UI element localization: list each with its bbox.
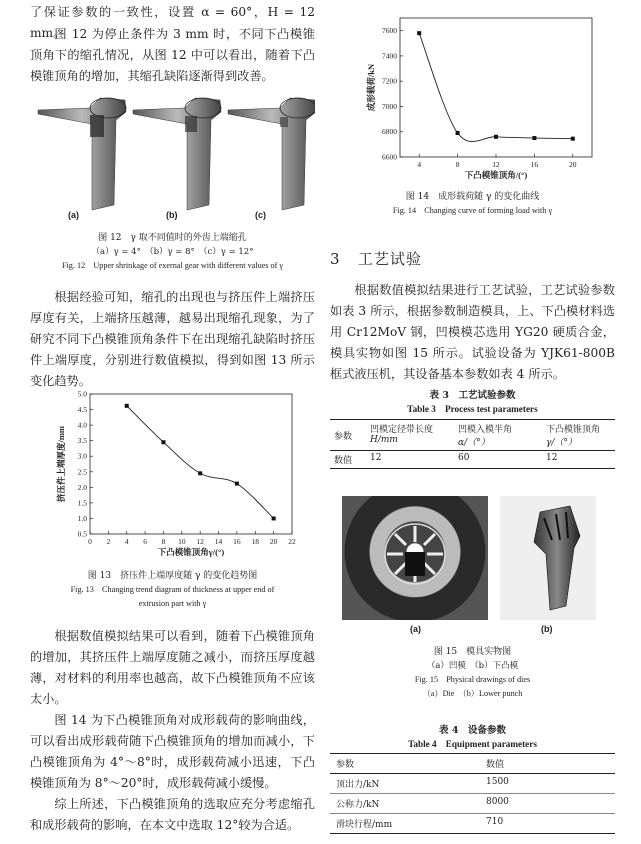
fig13-caption-en-1: Fig. 13 Changing trend diagram of thickness at upper end of <box>70 585 275 594</box>
x-axis-label: 下凸模锥顶角γ/(°) <box>157 547 225 557</box>
plot-frame <box>90 394 292 534</box>
data-point <box>235 482 239 486</box>
x-tick-label: 22 <box>288 537 296 546</box>
series-line <box>419 33 573 141</box>
fig15-caption-cn: 图 15 模具实物图 <box>433 647 512 657</box>
x-tick-label: 12 <box>196 537 204 546</box>
x-tick-label: 16 <box>530 160 539 169</box>
table4-r1-value: 1500 <box>486 777 509 787</box>
table3-val-2: 60 <box>458 453 470 463</box>
table3-col-1 <box>366 420 454 451</box>
x-tick-label: 16 <box>233 537 241 546</box>
table-4 <box>330 722 615 834</box>
x-tick-label: 4 <box>124 537 129 546</box>
fig13-caption <box>30 569 315 611</box>
para-fig12: 图 12 为停止条件为 3 mm 时，不同下凸模锥顶角下的缩孔情况，从图 12 中可以看出，随着下凸模锥顶角的增加，其缩孔缺陷逐渐得到改善。 <box>30 27 315 83</box>
x-tick-label: 10 <box>178 537 186 546</box>
x-tick-label: 14 <box>214 537 223 546</box>
x-tick-label: 20 <box>569 160 577 169</box>
section-number: 3 <box>330 250 341 268</box>
model-b <box>133 98 221 210</box>
fig15-subcaption-en: （a）Die （b）Lower punch <box>422 689 523 698</box>
para-exp: 根据数值模拟结果进行工艺试验，工艺试验参数如表 3 所示，根据参数制造模具，上、下凸模材料选用 Cr12MoV 钢，凹模模芯选用 YG20 硬质合金，模具实物如图 15 所示。试验设备为 YJK61-800B 框式液压机，其设备基本参数如表 4 所示。 <box>330 283 615 381</box>
table4-title-cn: 表 4 设备参数 <box>439 725 506 736</box>
table3-row-vals: 数值 <box>334 456 353 466</box>
x-tick-label: 8 <box>455 160 460 169</box>
para-summary: 综上所述，下凸模锥顶角的选取应充分考虑缩孔和成形载荷的影响，在本文中选取 12°较为合适。 <box>30 797 315 832</box>
y-tick-label: 1.5 <box>77 498 87 508</box>
table3-col-2 <box>454 420 542 451</box>
table4-r1-param: 顶出力/kN <box>336 780 380 790</box>
y-axis-label: 挤压件上端厚度/mm <box>56 425 66 503</box>
fig15-photo-die <box>342 496 488 620</box>
fig12-label-b: (b) <box>166 210 178 220</box>
x-tick-label: 8 <box>161 537 166 546</box>
figure-13 <box>30 388 315 568</box>
fig13-caption-cn: 图 13 挤压件上端厚度随 γ 的变化趋势图 <box>87 571 258 581</box>
table-row <box>330 451 615 469</box>
para-thickness: 根据经验可知，缩孔的出现也与挤压件上端挤压厚度有关，上端挤压越薄，越易出现缩孔现象，为了研究不同下凸模锥顶角条件下在出现缩孔缺陷时挤压件上端厚度，分别进行数值模拟，得到如图 13 所示变化趋势。 <box>30 290 315 388</box>
fig15-caption <box>330 645 615 701</box>
x-tick-label: 18 <box>251 537 260 546</box>
model-c <box>228 98 315 210</box>
para-sim: 根据数值模拟结果可以看到，随着下凸模锥顶角的增加，其挤压件上端厚度随之减小，而挤压厚度越薄，对材料的利用率也越高，故下凸模锥顶角不应该太小。 <box>30 629 315 706</box>
x-tick-label: 2 <box>106 537 111 546</box>
table4-r3-param: 滑块行程/mm <box>336 820 393 830</box>
table3-col-3-unit: γ/（°） <box>546 438 577 448</box>
table4-r2-param: 公称力/kN <box>336 800 380 810</box>
table3-val-1: 12 <box>370 453 382 463</box>
fig12-label-a: (a) <box>68 210 79 220</box>
y-tick-label: 2.5 <box>77 467 87 477</box>
y-tick-label: 6600 <box>382 152 397 162</box>
data-point <box>456 131 460 135</box>
y-axis-label: 成形载荷/kN <box>366 63 376 112</box>
data-point <box>532 136 536 140</box>
section-title: 工艺试验 <box>357 250 422 268</box>
data-point <box>198 471 202 475</box>
table-3 <box>330 387 615 469</box>
fig12-label-c: (c) <box>255 210 266 220</box>
y-tick-label: 1.0 <box>77 513 87 523</box>
table-row <box>330 774 615 794</box>
table3-col-2-name: 凹模入模半角 <box>458 425 513 435</box>
table3-row-head: 参数 <box>334 431 353 442</box>
die-gear-icon <box>342 496 488 620</box>
table3-col-1-unit: H/mm <box>370 435 398 445</box>
y-tick-label: 5.0 <box>77 389 87 399</box>
fig14-caption-en: Fig. 14 Changing curve of forming load with γ <box>392 206 553 215</box>
x-tick-label: 20 <box>269 537 278 546</box>
table4-title-en: Table 4 Equipment parameters <box>408 739 537 749</box>
table3-val-3: 12 <box>546 453 558 463</box>
table4-head-value: 数值 <box>486 760 505 770</box>
y-tick-label: 0.5 <box>77 529 87 539</box>
y-tick-label: 7600 <box>382 26 397 36</box>
data-point <box>272 516 276 520</box>
x-axis-label: 下凸模锥顶角/(°) <box>464 170 528 180</box>
y-tick-label: 3.0 <box>77 451 87 461</box>
table3-grid <box>330 419 615 469</box>
fig15-subcaption-cn: （a）凹模 （b）下凸模 <box>426 661 519 671</box>
table3-col-1-name: 凹模定径带长度 <box>370 425 434 435</box>
fig13-caption-en-2: extrusion part with γ <box>138 599 207 608</box>
fig12-subcaption: （a）γ = 4° （b）γ = 8° （c）γ = 12° <box>91 247 254 257</box>
fig15-label-a: (a) <box>410 624 421 634</box>
fig12-caption-cn: 图 12 γ 取不同值时的外齿上端缩孔 <box>98 233 247 243</box>
data-point <box>125 404 129 408</box>
x-tick-label: 4 <box>417 160 422 169</box>
fig15-caption-en: Fig. 15 Physical drawings of dies <box>414 675 531 684</box>
y-tick-label: 4.5 <box>77 405 87 415</box>
fig12-models <box>30 90 315 225</box>
table-row <box>330 420 615 451</box>
y-tick-label: 2.0 <box>77 482 87 492</box>
table4-grid <box>330 753 615 834</box>
y-tick-label: 3.5 <box>77 436 87 446</box>
fig14-chart <box>330 12 615 187</box>
y-tick-label: 7200 <box>382 76 397 86</box>
data-point <box>571 137 575 141</box>
table-row <box>330 794 615 814</box>
y-tick-label: 7000 <box>382 101 397 111</box>
table4-r3-value: 710 <box>486 817 504 827</box>
section-heading <box>330 248 422 269</box>
series-line <box>127 406 274 519</box>
table3-title-cn: 表 3 工艺试验参数 <box>429 390 516 401</box>
x-tick-label: 12 <box>492 160 500 169</box>
para-fig14: 图 14 为下凸模锥顶角对成形载荷的影响曲线，可以看出成形载荷随下凸模锥顶角的增加而减小，下凸模锥顶角为 4°～8°时，成形载荷减小迅速，下凸模锥顶角为 8°～20°时，成形载荷减小缓慢。 <box>30 713 315 790</box>
fig14-caption <box>330 190 615 218</box>
table3-col-2-unit: α/（°） <box>458 438 490 448</box>
figure-12 <box>30 90 315 225</box>
table3-col-3-name: 下凸模锥顶角 <box>546 425 601 435</box>
y-tick-label: 4.0 <box>77 420 87 430</box>
fig14-caption-cn: 图 14 成形载荷随 γ 的变化曲线 <box>405 192 540 202</box>
y-tick-label: 7400 <box>382 51 397 61</box>
punch-icon <box>500 496 596 620</box>
y-tick-label: 6800 <box>382 127 397 137</box>
data-point <box>161 440 165 444</box>
x-tick-label: 6 <box>143 537 147 546</box>
table4-r2-value: 8000 <box>486 797 509 807</box>
figure-14 <box>330 12 615 187</box>
fig12-caption-en: Fig. 12 Upper shrinkage of exernal gear with different values of γ <box>61 261 284 270</box>
fig15-label-b: (b) <box>541 624 553 634</box>
model-a <box>38 98 126 210</box>
fig12-caption <box>30 231 315 273</box>
fig13-chart <box>30 388 315 568</box>
table-row <box>330 814 615 834</box>
table3-title-en: Table 3 Process test parameters <box>407 404 538 414</box>
x-tick-label: 0 <box>88 537 92 546</box>
data-point <box>417 31 421 35</box>
table3-col-3 <box>542 420 615 451</box>
fig15-photo-punch <box>500 496 596 620</box>
table-row <box>330 754 615 774</box>
para-top: 了保证参数的一致性，设置 α = 60°，H = 12 mm。 <box>30 5 315 40</box>
table4-head-param: 参数 <box>336 760 355 770</box>
data-point <box>494 135 498 139</box>
